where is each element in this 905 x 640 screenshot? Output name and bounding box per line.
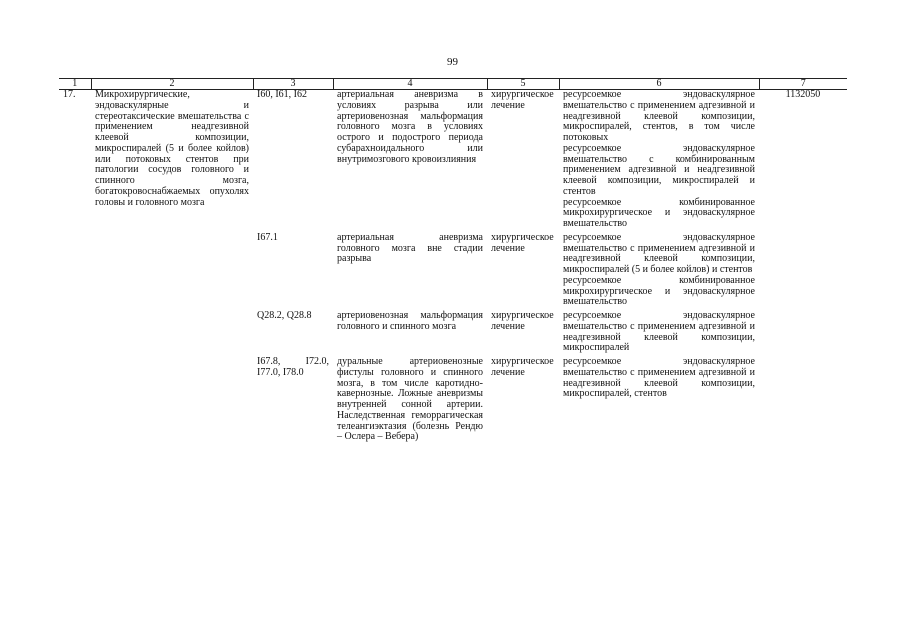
row-number: 17. bbox=[63, 89, 76, 100]
table-body bbox=[59, 90, 847, 447]
price: 1132050 bbox=[785, 89, 821, 100]
header-col-6: 6 bbox=[559, 79, 759, 90]
treatment-type: хирургическое лечение bbox=[491, 310, 554, 332]
treatment-method: ресурсоемкое эндоваскулярное вмешательство с применением адгезивной и неадгезивной клеевой композиции, микроспиралей, стентов bbox=[563, 356, 755, 400]
header-col-3: 3 bbox=[253, 79, 333, 90]
diagnosis-description: артериовенозная мальформация головного и спинного мозга bbox=[337, 310, 483, 332]
diagnosis-description: дуральные артериовенозные фистулы головного и спинного мозга, в том числе каротидно-кавернозные. Ложные аневризмы внутренней сонной артерии. Наследственная геморрагическая телеангиэктазия (болезнь Рендю – Ослера – Вебера) bbox=[337, 356, 483, 443]
header-col-2: 2 bbox=[91, 79, 253, 90]
treatment-methods bbox=[559, 357, 759, 446]
header-col-4: 4 bbox=[333, 79, 487, 90]
treatment-method: ресурсоемкое эндоваскулярное вмешательство с комбинированным применением адгезивной и неадгезивной клеевой композиции, микроспиралей и стентов bbox=[563, 142, 755, 197]
diagnosis-description: артериальная аневризма головного мозга вне стадии разрыва bbox=[337, 231, 483, 265]
treatment-method: ресурсоемкое эндоваскулярное вмешательство с применением адгезивной и неадгезивной клеевой композиции, микроспиралей bbox=[563, 310, 755, 354]
table-row bbox=[59, 90, 847, 233]
services-table bbox=[59, 78, 847, 446]
header-col-5: 5 bbox=[487, 79, 559, 90]
header-row bbox=[59, 79, 847, 90]
service-name: Микрохирургические, эндоваскулярные и стереотаксические вмешательства с применением неадгезивной клеевой композиции, микроспиралей (5 и более койлов) или потоковых стентов при патологии сосудов головного и спинного мозга, богатокровоснабжаемых опухолях головы и головного мозга bbox=[95, 89, 249, 208]
treatment-methods bbox=[559, 233, 759, 311]
treatment-method: ресурсоемкое комбинированное микрохирургическое и эндоваскулярное вмешательство bbox=[563, 274, 755, 308]
page-number: 99 bbox=[447, 56, 458, 68]
header-col-7: 7 bbox=[759, 79, 847, 90]
treatment-methods bbox=[559, 90, 759, 233]
header-col-1: 1 bbox=[59, 79, 91, 90]
diagnosis-codes: I60, I61, I62 bbox=[257, 89, 307, 100]
treatment-method: ресурсоемкое эндоваскулярное вмешательство с применением адгезивной и неадгезивной клеевой композиции, микроспиралей, стентов, в том числе потоковых bbox=[563, 89, 755, 143]
treatment-method: ресурсоемкое эндоваскулярное вмешательство с применением адгезивной и неадгезивной клеевой композиции, микроспиралей (5 и более койлов) и стентов bbox=[563, 231, 755, 275]
treatment-methods bbox=[559, 311, 759, 357]
treatment-type: хирургическое лечение bbox=[491, 231, 554, 254]
treatment-type: хирургическое лечение bbox=[491, 89, 554, 111]
treatment-method: ресурсоемкое комбинированное микрохирургическое и эндоваскулярное вмешательство bbox=[563, 196, 755, 229]
diagnosis-codes: I67.1 bbox=[257, 231, 278, 243]
diagnosis-description: артериальная аневризма в условиях разрыва или артериовенозная мальформация головного мозга в условиях острого и подострого периода субарахноидального или внутримозгового кровоизлияния bbox=[337, 89, 483, 165]
table-header bbox=[59, 79, 847, 90]
treatment-type: хирургическое лечение bbox=[491, 356, 554, 378]
diagnosis-codes: I67.8, I72.0, I77.0, I78.0 bbox=[257, 356, 329, 378]
diagnosis-codes: Q28.2, Q28.8 bbox=[257, 310, 312, 321]
